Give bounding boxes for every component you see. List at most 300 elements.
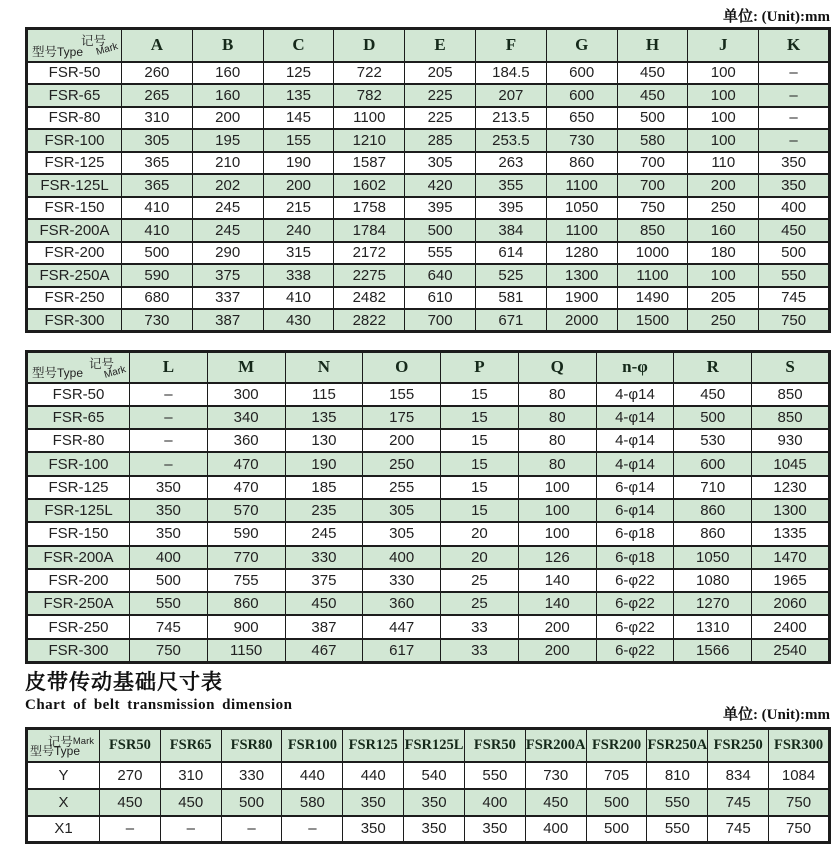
value-cell: 600 xyxy=(674,452,752,475)
column-header: Q xyxy=(518,352,596,383)
value-cell: 4-φ14 xyxy=(596,452,674,475)
value-cell: 135 xyxy=(285,406,363,429)
value-cell: 125 xyxy=(263,62,334,85)
corner-diagonal-cell xyxy=(27,29,122,62)
value-cell: 160 xyxy=(688,219,759,242)
value-cell: 140 xyxy=(518,592,596,615)
table-row xyxy=(27,615,830,638)
value-cell: 550 xyxy=(759,264,830,287)
value-cell: – xyxy=(160,816,221,843)
value-cell: 387 xyxy=(192,309,263,332)
value-cell: 285 xyxy=(405,129,476,152)
value-cell: 410 xyxy=(122,219,193,242)
table-row xyxy=(27,264,830,287)
table-row xyxy=(27,816,830,843)
column-header: A xyxy=(122,29,193,62)
header-row xyxy=(27,729,830,762)
value-cell: 1335 xyxy=(752,522,830,545)
value-cell: 1230 xyxy=(752,476,830,499)
value-cell: 15 xyxy=(441,406,519,429)
value-cell: 190 xyxy=(285,452,363,475)
value-cell: 375 xyxy=(285,569,363,592)
value-cell: 15 xyxy=(441,452,519,475)
value-cell: 400 xyxy=(464,789,525,816)
value-cell: 430 xyxy=(263,309,334,332)
value-cell: 200 xyxy=(518,639,596,662)
column-header: D xyxy=(334,29,405,62)
value-cell: 200 xyxy=(263,174,334,197)
value-cell: 250 xyxy=(688,197,759,220)
column-header: L xyxy=(130,352,208,383)
value-cell: 6-φ14 xyxy=(596,476,674,499)
value-cell: 213.5 xyxy=(475,107,546,130)
value-cell: – xyxy=(130,406,208,429)
value-cell: 400 xyxy=(130,546,208,569)
value-cell: 100 xyxy=(688,107,759,130)
value-cell: 500 xyxy=(221,789,282,816)
row-type-cell: FSR-250A xyxy=(27,264,122,287)
value-cell: 500 xyxy=(586,789,647,816)
value-cell: 395 xyxy=(405,197,476,220)
value-cell: 15 xyxy=(441,429,519,452)
column-header: S xyxy=(752,352,830,383)
value-cell: 305 xyxy=(405,152,476,175)
value-cell: 450 xyxy=(525,789,586,816)
value-cell: 384 xyxy=(475,219,546,242)
row-type-cell: FSR-125L xyxy=(27,499,130,522)
table-row xyxy=(27,546,830,569)
value-cell: 200 xyxy=(518,615,596,638)
value-cell: 700 xyxy=(617,152,688,175)
value-cell: 1470 xyxy=(752,546,830,569)
column-header: FSR125L xyxy=(404,729,465,762)
corner-mark-label: 记号Mark xyxy=(47,735,94,749)
column-header: FSR250A xyxy=(647,729,708,762)
value-cell: 450 xyxy=(617,84,688,107)
row-type-cell: FSR-200A xyxy=(27,546,130,569)
value-cell: 500 xyxy=(617,107,688,130)
value-cell: 20 xyxy=(441,546,519,569)
value-cell: 6-φ22 xyxy=(596,639,674,662)
value-cell: 450 xyxy=(285,592,363,615)
table-row xyxy=(27,569,830,592)
row-type-cell: FSR-300 xyxy=(27,639,130,662)
column-header: F xyxy=(475,29,546,62)
value-cell: 305 xyxy=(363,522,441,545)
value-cell: – xyxy=(130,383,208,406)
value-cell: 300 xyxy=(207,383,285,406)
row-type-cell: FSR-200A xyxy=(27,219,122,242)
table-row xyxy=(27,383,830,406)
value-cell: 410 xyxy=(122,197,193,220)
column-header: FSR200A xyxy=(525,729,586,762)
value-cell: 250 xyxy=(688,309,759,332)
value-cell: 387 xyxy=(285,615,363,638)
value-cell: 1758 xyxy=(334,197,405,220)
value-cell: 350 xyxy=(130,499,208,522)
value-cell: – xyxy=(221,816,282,843)
value-cell: 33 xyxy=(441,615,519,638)
value-cell: 640 xyxy=(405,264,476,287)
corner-type-en-label: Type xyxy=(54,743,81,758)
column-header: B xyxy=(192,29,263,62)
value-cell: 750 xyxy=(130,639,208,662)
value-cell: 500 xyxy=(130,569,208,592)
corner-mark-en-label: Mark xyxy=(72,736,94,747)
value-cell: 100 xyxy=(688,84,759,107)
column-header: FSR250 xyxy=(708,729,769,762)
value-cell: 470 xyxy=(207,452,285,475)
value-cell: 2000 xyxy=(546,309,617,332)
value-cell: 270 xyxy=(100,762,161,789)
value-cell: 550 xyxy=(647,789,708,816)
value-cell: 614 xyxy=(475,242,546,265)
value-cell: 215 xyxy=(263,197,334,220)
value-cell: 355 xyxy=(475,174,546,197)
unit-label-bottom: 单位: (Unit):mm xyxy=(722,707,830,723)
value-cell: 540 xyxy=(404,762,465,789)
row-type-cell: FSR-125 xyxy=(27,152,122,175)
value-cell: 20 xyxy=(441,522,519,545)
row-type-cell: X1 xyxy=(27,816,100,843)
corner-mark-en-label: Mark xyxy=(94,41,120,58)
column-header: H xyxy=(617,29,688,62)
value-cell: 755 xyxy=(207,569,285,592)
value-cell: 750 xyxy=(759,309,830,332)
value-cell: 600 xyxy=(546,84,617,107)
value-cell: 235 xyxy=(285,499,363,522)
value-cell: 850 xyxy=(617,219,688,242)
table-row xyxy=(27,476,830,499)
column-header: n-φ xyxy=(596,352,674,383)
value-cell: 250 xyxy=(363,452,441,475)
corner-type-en-label: Type xyxy=(57,44,84,59)
value-cell: 185 xyxy=(285,476,363,499)
table-row xyxy=(27,107,830,130)
value-cell: 550 xyxy=(464,762,525,789)
value-cell: 745 xyxy=(708,816,769,843)
value-cell: 420 xyxy=(405,174,476,197)
value-cell: 590 xyxy=(207,522,285,545)
value-cell: 245 xyxy=(285,522,363,545)
value-cell: 350 xyxy=(464,816,525,843)
value-cell: 350 xyxy=(759,174,830,197)
value-cell: 253.5 xyxy=(475,129,546,152)
value-cell: 730 xyxy=(122,309,193,332)
value-cell: 337 xyxy=(192,287,263,310)
value-cell: 450 xyxy=(759,219,830,242)
value-cell: 225 xyxy=(405,107,476,130)
value-cell: 190 xyxy=(263,152,334,175)
value-cell: 225 xyxy=(405,84,476,107)
column-header: C xyxy=(263,29,334,62)
value-cell: 1566 xyxy=(674,639,752,662)
column-header: P xyxy=(441,352,519,383)
header-row xyxy=(27,352,830,383)
column-header: FSR125 xyxy=(343,729,404,762)
value-cell: 6-φ18 xyxy=(596,546,674,569)
corner-type-en-label: Type xyxy=(57,365,84,380)
value-cell: 1150 xyxy=(207,639,285,662)
row-type-cell: FSR-100 xyxy=(27,452,130,475)
value-cell: – xyxy=(282,816,343,843)
value-cell: 202 xyxy=(192,174,263,197)
table-row xyxy=(27,406,830,429)
value-cell: 1602 xyxy=(334,174,405,197)
row-type-cell: FSR-200 xyxy=(27,569,130,592)
value-cell: 6-φ18 xyxy=(596,522,674,545)
value-cell: 100 xyxy=(688,62,759,85)
corner-type-label: 型号Type xyxy=(32,365,84,380)
value-cell: 500 xyxy=(405,219,476,242)
value-cell: – xyxy=(130,429,208,452)
value-cell: 580 xyxy=(282,789,343,816)
value-cell: 25 xyxy=(441,592,519,615)
value-cell: 900 xyxy=(207,615,285,638)
value-cell: 1050 xyxy=(546,197,617,220)
value-cell: 350 xyxy=(130,476,208,499)
value-cell: 530 xyxy=(674,429,752,452)
table-row xyxy=(27,592,830,615)
column-header: K xyxy=(759,29,830,62)
value-cell: 155 xyxy=(263,129,334,152)
row-type-cell: Y xyxy=(27,762,100,789)
column-header: M xyxy=(207,352,285,383)
unit-label-top: 单位: (Unit):mm xyxy=(722,9,830,25)
value-cell: 2400 xyxy=(752,615,830,638)
value-cell: 145 xyxy=(263,107,334,130)
value-cell: 750 xyxy=(617,197,688,220)
value-cell: 450 xyxy=(100,789,161,816)
value-cell: 1045 xyxy=(752,452,830,475)
value-cell: 4-φ14 xyxy=(596,406,674,429)
dimension-table-secondary xyxy=(25,350,831,664)
column-header: FSR50 xyxy=(464,729,525,762)
value-cell: 100 xyxy=(688,264,759,287)
column-header: J xyxy=(688,29,759,62)
value-cell: 750 xyxy=(769,816,830,843)
value-cell: 365 xyxy=(122,152,193,175)
value-cell: 100 xyxy=(518,476,596,499)
value-cell: 115 xyxy=(285,383,363,406)
value-cell: 350 xyxy=(404,789,465,816)
value-cell: 1100 xyxy=(546,219,617,242)
row-type-cell: FSR-250 xyxy=(27,287,122,310)
value-cell: 1270 xyxy=(674,592,752,615)
value-cell: 450 xyxy=(674,383,752,406)
value-cell: 263 xyxy=(475,152,546,175)
value-cell: 330 xyxy=(221,762,282,789)
value-cell: 15 xyxy=(441,476,519,499)
row-type-cell: FSR-50 xyxy=(27,383,130,406)
value-cell: 245 xyxy=(192,197,263,220)
value-cell: – xyxy=(759,62,830,85)
value-cell: 350 xyxy=(130,522,208,545)
value-cell: 2275 xyxy=(334,264,405,287)
value-cell: 1084 xyxy=(769,762,830,789)
value-cell: 210 xyxy=(192,152,263,175)
value-cell: 1210 xyxy=(334,129,405,152)
column-header: FSR65 xyxy=(160,729,221,762)
value-cell: 4-φ14 xyxy=(596,429,674,452)
value-cell: 33 xyxy=(441,639,519,662)
value-cell: – xyxy=(100,816,161,843)
value-cell: 525 xyxy=(475,264,546,287)
corner-mark-en-label: Mark xyxy=(102,364,128,381)
value-cell: 200 xyxy=(688,174,759,197)
value-cell: 240 xyxy=(263,219,334,242)
value-cell: 6-φ22 xyxy=(596,615,674,638)
value-cell: 15 xyxy=(441,383,519,406)
value-cell: 1000 xyxy=(617,242,688,265)
row-type-cell: FSR-80 xyxy=(27,107,122,130)
value-cell: 260 xyxy=(122,62,193,85)
row-type-cell: FSR-300 xyxy=(27,309,122,332)
value-cell: 205 xyxy=(688,287,759,310)
value-cell: 350 xyxy=(404,816,465,843)
value-cell: 782 xyxy=(334,84,405,107)
value-cell: 110 xyxy=(688,152,759,175)
header-row xyxy=(27,29,830,62)
value-cell: 207 xyxy=(475,84,546,107)
value-cell: 200 xyxy=(363,429,441,452)
value-cell: 705 xyxy=(586,762,647,789)
table-row xyxy=(27,197,830,220)
value-cell: 500 xyxy=(759,242,830,265)
row-type-cell: FSR-50 xyxy=(27,62,122,85)
value-cell: 1900 xyxy=(546,287,617,310)
belt-transmission-table xyxy=(25,727,831,844)
table-row xyxy=(27,219,830,242)
value-cell: 80 xyxy=(518,383,596,406)
value-cell: 360 xyxy=(207,429,285,452)
column-header: R xyxy=(674,352,752,383)
value-cell: 770 xyxy=(207,546,285,569)
value-cell: 80 xyxy=(518,452,596,475)
value-cell: 80 xyxy=(518,429,596,452)
row-type-cell: FSR-200 xyxy=(27,242,122,265)
value-cell: 850 xyxy=(752,383,830,406)
value-cell: 330 xyxy=(363,569,441,592)
value-cell: 135 xyxy=(263,84,334,107)
table-row xyxy=(27,309,830,332)
table-row xyxy=(27,84,830,107)
value-cell: 200 xyxy=(192,107,263,130)
corner-diagonal-cell xyxy=(27,352,130,383)
value-cell: 100 xyxy=(518,499,596,522)
value-cell: 375 xyxy=(192,264,263,287)
value-cell: 550 xyxy=(647,816,708,843)
value-cell: 580 xyxy=(617,129,688,152)
table-row xyxy=(27,499,830,522)
value-cell: 590 xyxy=(122,264,193,287)
value-cell: 447 xyxy=(363,615,441,638)
value-cell: 340 xyxy=(207,406,285,429)
value-cell: 610 xyxy=(405,287,476,310)
value-cell: 25 xyxy=(441,569,519,592)
value-cell: 126 xyxy=(518,546,596,569)
value-cell: 860 xyxy=(546,152,617,175)
value-cell: 100 xyxy=(688,129,759,152)
value-cell: 330 xyxy=(285,546,363,569)
value-cell: 470 xyxy=(207,476,285,499)
value-cell: 550 xyxy=(130,592,208,615)
value-cell: 2482 xyxy=(334,287,405,310)
dimension-table-main xyxy=(25,27,831,333)
value-cell: 1490 xyxy=(617,287,688,310)
value-cell: 400 xyxy=(759,197,830,220)
column-header: FSR80 xyxy=(221,729,282,762)
value-cell: 745 xyxy=(708,789,769,816)
column-header: O xyxy=(363,352,441,383)
value-cell: 600 xyxy=(546,62,617,85)
value-cell: 2060 xyxy=(752,592,830,615)
value-cell: 1784 xyxy=(334,219,405,242)
value-cell: – xyxy=(759,129,830,152)
table-row xyxy=(27,242,830,265)
row-type-cell: FSR-125 xyxy=(27,476,130,499)
value-cell: 850 xyxy=(752,406,830,429)
value-cell: 500 xyxy=(674,406,752,429)
value-cell: 160 xyxy=(192,84,263,107)
value-cell: 130 xyxy=(285,429,363,452)
corner-type-label: 型号Type xyxy=(32,44,84,59)
table-row xyxy=(27,429,830,452)
value-cell: 15 xyxy=(441,499,519,522)
value-cell: 500 xyxy=(586,816,647,843)
value-cell: 410 xyxy=(263,287,334,310)
value-cell: 175 xyxy=(363,406,441,429)
value-cell: 570 xyxy=(207,499,285,522)
column-header: FSR50 xyxy=(100,729,161,762)
value-cell: 255 xyxy=(363,476,441,499)
value-cell: 450 xyxy=(617,62,688,85)
value-cell: 1300 xyxy=(546,264,617,287)
value-cell: 6-φ14 xyxy=(596,499,674,522)
value-cell: 245 xyxy=(192,219,263,242)
value-cell: 265 xyxy=(122,84,193,107)
value-cell: 745 xyxy=(130,615,208,638)
value-cell: 1587 xyxy=(334,152,405,175)
value-cell: 160 xyxy=(192,62,263,85)
value-cell: 700 xyxy=(617,174,688,197)
row-type-cell: FSR-65 xyxy=(27,84,122,107)
value-cell: 722 xyxy=(334,62,405,85)
section-title-chinese: 皮带传动基础尺寸表 xyxy=(25,671,223,694)
value-cell: 305 xyxy=(122,129,193,152)
value-cell: 440 xyxy=(282,762,343,789)
value-cell: 80 xyxy=(518,406,596,429)
table-row xyxy=(27,129,830,152)
value-cell: 205 xyxy=(405,62,476,85)
value-cell: 450 xyxy=(160,789,221,816)
value-cell: 400 xyxy=(525,816,586,843)
value-cell: 500 xyxy=(122,242,193,265)
value-cell: 350 xyxy=(759,152,830,175)
value-cell: 834 xyxy=(708,762,769,789)
value-cell: 365 xyxy=(122,174,193,197)
column-header: E xyxy=(405,29,476,62)
column-header: G xyxy=(546,29,617,62)
table-row xyxy=(27,152,830,175)
value-cell: 195 xyxy=(192,129,263,152)
value-cell: 155 xyxy=(363,383,441,406)
corner-mark-label: 记号 Mark xyxy=(80,34,120,58)
value-cell: 360 xyxy=(363,592,441,615)
row-type-cell: X xyxy=(27,789,100,816)
value-cell: 555 xyxy=(405,242,476,265)
value-cell: 1100 xyxy=(546,174,617,197)
